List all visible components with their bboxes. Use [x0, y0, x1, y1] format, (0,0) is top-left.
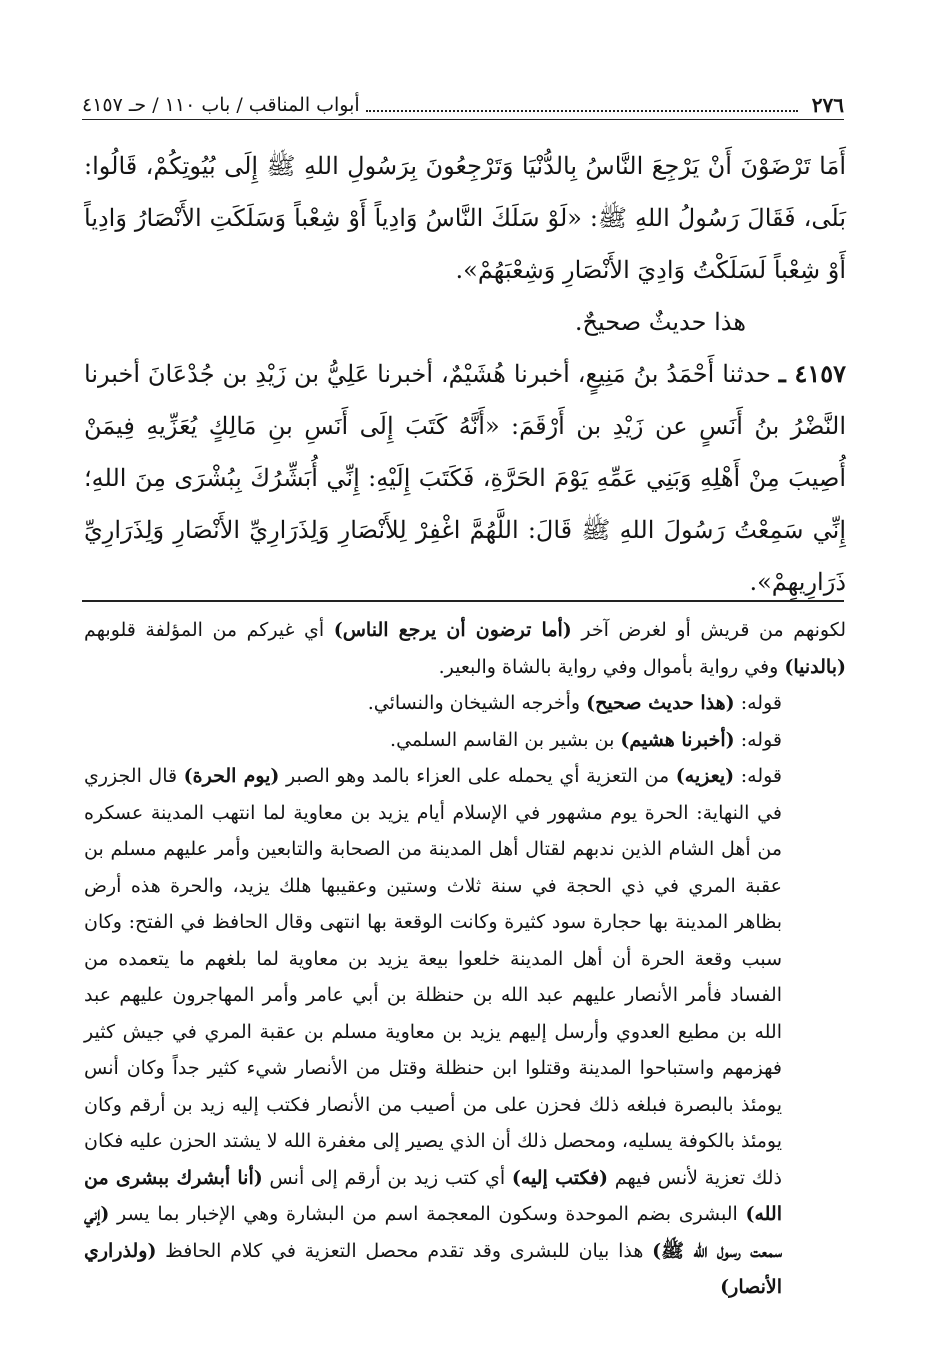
commentary-quote: (بالدنيا): [784, 655, 846, 678]
commentary-text: البشرى بضم الموحدة وسكون المعجمة اسم من البشارة وهي الإخبار بما يسر: [109, 1203, 746, 1225]
commentary-text: قال الجزري في النهاية: الحرة يوم مشهور في الإسلام أيام يزيد بن معاوية لما انتهب المدينة عسكره من أهل الشام الذين ندبهم لقتال أهل المدينة من الصحابة والتابعين وأمر عليهم مسلم بن عقبة المري في ذي الحجة في سنة ثلاث وستين وعقيبها هلك يزيد، والحرة هذه أرض بظاهر المدينة بها حجارة سود كثيرة وكانت الوقعة بها انتهى وقال الحافظ في الفتح: وكان سبب وقعة الحرة أن أهل المدينة خلعوا بيعة يزيد بن معاوية لما بلغهم ما يتعمده من الفساد فأمر الأنصار عليهم عبد الله بن حنظلة بن أبي عامر وأمر المهاجرون عليهم عبد الله بن مطيع العدوي وأرسل إليهم يزيد بن معاوية مسلم بن عقبة المري في جيش كثير فهزمهم واستباحوا المدينة وقتلوا ابن حنظلة وقتل من الأنصار شيء كثير جداً وكان أنس يومئذ بالبصرة فبلغه ذلك فحزن على من أصيب من الأنصار فكتب إليه زيد بن أرقم وكان يومئذ بالكوفة يسليه، ومحصل ذلك أن الذي يصير إلى مغفرة الله لا يشتد الحزن عليه فكان ذلك تعزية لأنس فيهم: [84, 765, 782, 1189]
running-head: أبواب المناقب / باب ١١٠ / حـ ٤١٥٧: [82, 94, 360, 116]
commentary-para-2: [84, 685, 846, 722]
commentary-text: قوله:: [734, 728, 782, 751]
header-dot-leader: [366, 110, 798, 112]
footnote-rule: [82, 600, 844, 602]
commentary-text: أي كتب زيد بن أرقم إلى أنس: [262, 1166, 512, 1189]
hadith-grade: هذا حديثٌ صحيحٌ.: [574, 308, 746, 336]
page-header: [82, 88, 844, 118]
commentary-text: وأخرجه الشيخان والنسائي.: [367, 692, 587, 714]
commentary-quote: (هذا حديث صحيح): [586, 692, 735, 714]
commentary-quote: (أما ترضون أن يرجع الناس): [333, 619, 572, 641]
commentary-para-3: [84, 722, 846, 759]
commentary-quote: (ولذراري الأنصار): [84, 1239, 782, 1298]
commentary-text: هذا بيان للبشرى وقد تقدم محصل التعزية في كلام الحافظ: [156, 1239, 653, 1262]
commentary-quote: (أنا أبشرك ببشرى من الله): [84, 1166, 782, 1225]
hadith-continuation: أَمَا تَرْضَوْنَ أَنْ يَرْجِعَ النَّاسُ بِالدُّنْيَا وَتَرْجِعُونَ بِرَسُولِ اللهِ ﷺ إِلَى بُيُوتِكُمْ، قَالُوا: بَلَى، فَقَالَ رَسُولُ اللهِ ﷺ: «لَوْ سَلَكَ النَّاسُ وَادِياً أَوْ شِعْباً وَسَلَكَتِ الأَنْصَارُ وَادِياً أَوْ شِعْباً لَسَلَكْتُ وَادِيَ الأَنْصَارِ وَشِعْبَهُمْ».: [84, 152, 846, 284]
commentary-text: من التعزية أي يحمله على العزاء بالمد وهو الصبر: [279, 765, 676, 787]
hadith-number: ٤١٥٧ ـ: [778, 359, 846, 388]
commentary-quote: (يعزيه): [675, 765, 735, 787]
commentary-text: لكونهم من قريش أو لغرض آخر: [571, 619, 846, 641]
commentary-text: قوله:: [734, 765, 783, 787]
hadith-4157: [84, 348, 846, 608]
commentary-para-4: [84, 758, 846, 1306]
commentary-text: أي غيركم من المؤلفة قلوبهم: [84, 619, 334, 641]
commentary-quote: (إني سمعت رسول الله ﷺ): [84, 1203, 782, 1262]
commentary: [84, 612, 846, 1306]
hadith-4157-text: حدثنا أَحْمَدُ بنُ مَنِيعٍ، أخبرنا هُشَيْمٌ، أخبرنا عَلِيُّ بن زَيْدِ بن جُدْعَانَ أخبرنا النَّضْرُ بنُ أَنَسٍ عن زَيْدِ بن أَرْقَمَ: «أَنَّهُ كَتَبَ إِلَى أَنَسِ بنِ مَالِكٍ يُعَزِّيهِ فِيمَنْ أُصِيبَ مِنْ أَهْلِهِ وَبَنِي عَمِّهِ يَوْمَ الحَرَّةِ، فَكَتَبَ إِلَيْهِ: إِنِّي أُبَشِّرُكَ بِبُشْرَى مِنَ اللهِ؛ إِنِّي سَمِعْتُ رَسُولَ اللهِ ﷺ قَالَ: اللَّهُمَّ اغْفِرْ لِلأَنْصَارِ وَلِذَرَارِيِّ الأَنْصَارِ وَلِذَرَارِيِّ ذَرَارِيهِمْ».: [84, 360, 847, 596]
commentary-quote: (فكتب إليه): [511, 1166, 609, 1189]
header-rule: [82, 119, 844, 120]
commentary-text: وفي رواية بأموال وفي رواية بالشاة والبعير.: [438, 655, 785, 678]
page-number: ٢٧٦: [811, 93, 844, 117]
commentary-text: بن بشير بن القاسم السلمي.: [390, 728, 621, 751]
commentary-para-1: [84, 612, 846, 685]
commentary-quote: (أخبرنا هشيم): [620, 728, 735, 751]
commentary-quote: (يوم الحرة): [183, 765, 280, 787]
commentary-text: قوله:: [734, 692, 782, 714]
hadith-text: [84, 140, 846, 608]
